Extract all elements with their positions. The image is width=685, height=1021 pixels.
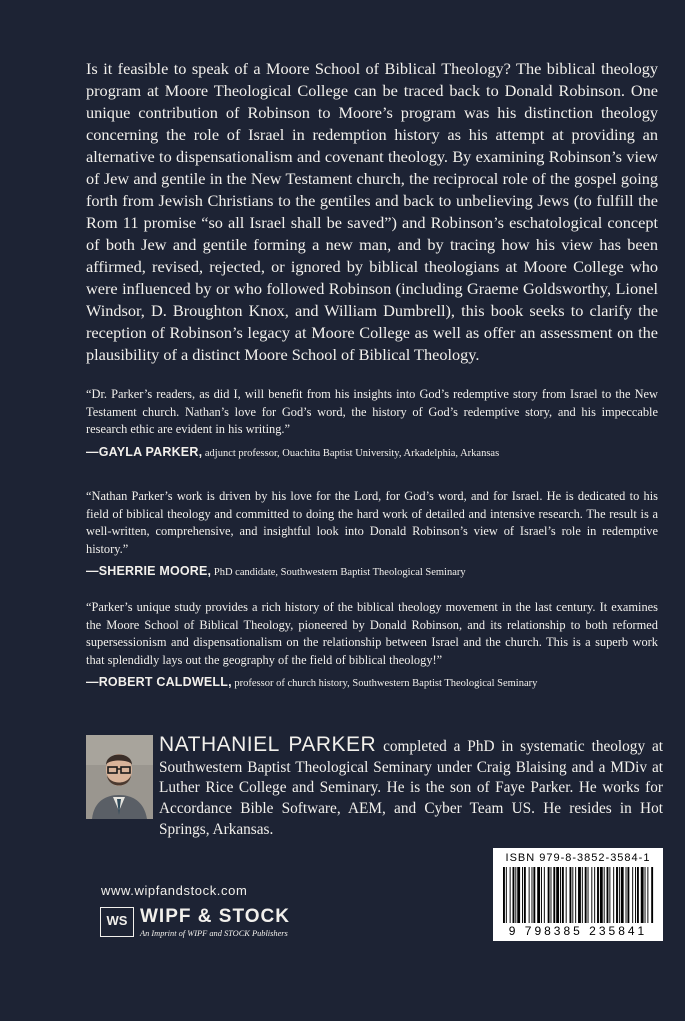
barcode-bar (515, 867, 516, 923)
barcode-bar (585, 867, 587, 923)
barcode-bar (562, 867, 564, 923)
isbn-label: ISBN 979-8-3852-3584-1 (505, 852, 651, 864)
barcode-bar (513, 867, 515, 923)
endorser-name: —SHERRIE MOORE, (86, 564, 212, 579)
publisher-logo-mark: WS (106, 913, 128, 928)
barcode-bar (582, 867, 583, 923)
publisher-imprint: An Imprint of WIPF and STOCK Publishers (140, 929, 288, 938)
barcode-bar (651, 867, 653, 923)
barcode-bar (566, 867, 567, 923)
endorsement-2 (86, 488, 658, 580)
barcode-bar (621, 867, 624, 923)
barcode-bar (635, 867, 636, 923)
endorser-name: —ROBERT CALDWELL, (86, 675, 232, 690)
barcode-bar (626, 867, 627, 923)
barcode-bar (613, 867, 614, 923)
barcode-bar (560, 867, 561, 923)
back-cover-description: Is it feasible to speak of a Moore School of Biblical Theology? The biblical theology program at Moore Theological College can be traced back to Donald Robinson. One unique contribution of Robinson to Moore’s program was his distinction theology concerning the role of Israel in redemption history as his attempt at providing an alternative to dispensationalism and covenant theology. By examining Robinson’s view of Jew and gentile in the New Testament church, the reciprocal role of the gospel going forth from Jewish Christians to the gentiles and back to unbelieving Jews (to fulfill the Rom 11 promise “so all Israel shall be saved”) and Robinson’s eschatological concept of both Jew and gentile forming a new man, and by tracing how his view has been affirmed, revised, rejected, or ignored by biblical theologians at Moore College who were influenced by or who followed Robinson (including Graeme Goldsworthy, Lionel Windsor, D. Broughton Knox, and William Dumbrell), this book seeks to clarify the reception of Robinson’s legacy at Moore College as well as offer an assessment on the plausibility of a distinct Moore School of Biblical Theology. (86, 59, 658, 364)
endorsement-attribution (86, 445, 658, 461)
endorsement-text: “Dr. Parker’s readers, as did I, will benefit from his insights into God’s redemptive story from Israel to the New Testament church. Nathan’s love for God’s word, the history of God’s redemptive story, and his impeccable research ethic are evident in his writing.” (86, 387, 658, 437)
barcode-bar (607, 867, 609, 923)
barcode-bar (575, 867, 576, 923)
barcode-bar (524, 867, 526, 923)
endorsement-1 (86, 386, 658, 461)
publisher-logo (100, 907, 134, 937)
barcode-bar (548, 867, 550, 923)
barcode-bar (556, 867, 559, 923)
barcode-bar (645, 867, 646, 923)
endorsement-text: “Nathan Parker’s work is driven by his love for the Lord, for God’s word, and for Israel. He is dedicated to his field of biblical theology and committed to doing the hard work of detailed and intensive research. The result is a well-written, comprehensive, and insightful look into Donald Robinson’s view of Israel’s role in redemptive history.” (86, 489, 658, 556)
barcode-bar (537, 867, 540, 923)
barcode-bar (588, 867, 589, 923)
barcode-bar (544, 867, 545, 923)
barcode-bar (604, 867, 605, 923)
barcode-bar (517, 867, 520, 923)
barcode-bar (551, 867, 552, 923)
barcode-bar (600, 867, 603, 923)
barcode-bar (616, 867, 618, 923)
barcode-bar (619, 867, 620, 923)
barcode-bar (529, 867, 530, 923)
barcode-bar (532, 867, 533, 923)
barcode-bar (506, 867, 507, 923)
author-photo (86, 735, 153, 819)
barcode-digits: 9 798385 235841 (508, 924, 648, 938)
barcode-bar (594, 867, 595, 923)
endorsement-text: “Parker’s unique study provides a rich history of the biblical theology movement in the last century. It examines the Moore School of Biblical Theology, pioneered by Donald Robinson, and its relationship to both reformed supersessionism and dispensationalism on the relationship between Israel and the church. This is a superb work that splendidly lays out the geography of the field of biblical theology!” (86, 600, 658, 667)
publisher-name: WIPF & STOCK (140, 906, 290, 927)
author-name: NATHANIEL PARKER (159, 733, 377, 756)
barcode-bar (533, 867, 535, 923)
author-bio (86, 735, 663, 841)
publisher-website: www.wipfandstock.com (101, 883, 248, 898)
endorser-affiliation: adjunct professor, Ouachita Baptist University, Arkadelphia, Arkansas (204, 447, 500, 459)
barcode-bar (627, 867, 629, 923)
author-bio-text: completed a PhD in systematic theology at Southwestern Baptist Theological Seminary under Craig Blaising and a MDiv at Luther Rice College and Seminary. He is the son of Faye Parker. He works for Accordance Bible Software, AEM, and Cyber Team US. He resides in Hot Springs, Arkansas. (159, 738, 664, 838)
barcode-bar (647, 867, 648, 923)
barcode-bar (570, 867, 572, 923)
endorsement-3 (86, 599, 658, 691)
barcode-bar (503, 867, 505, 923)
barcode-bar (597, 867, 599, 923)
barcode-bar (591, 867, 592, 923)
barcode-bar (641, 867, 644, 923)
barcode-bar (541, 867, 542, 923)
endorsement-attribution (86, 564, 658, 580)
endorser-name: —GAYLA PARKER, (86, 444, 203, 459)
barcode-bar (572, 867, 573, 923)
barcode-bar (637, 867, 639, 923)
barcode-bar (510, 867, 511, 923)
barcode-bar (609, 867, 610, 923)
barcode-bar (522, 867, 523, 923)
endorser-affiliation: professor of church history, Southwestern Baptist Theological Seminary (234, 678, 538, 690)
endorser-affiliation: PhD candidate, Southwestern Baptist Theological Seminary (213, 567, 466, 579)
barcode-bar (578, 867, 581, 923)
barcode-bar (632, 867, 633, 923)
barcode-bar (553, 867, 555, 923)
isbn-barcode (493, 848, 663, 941)
endorsement-attribution (86, 675, 658, 691)
